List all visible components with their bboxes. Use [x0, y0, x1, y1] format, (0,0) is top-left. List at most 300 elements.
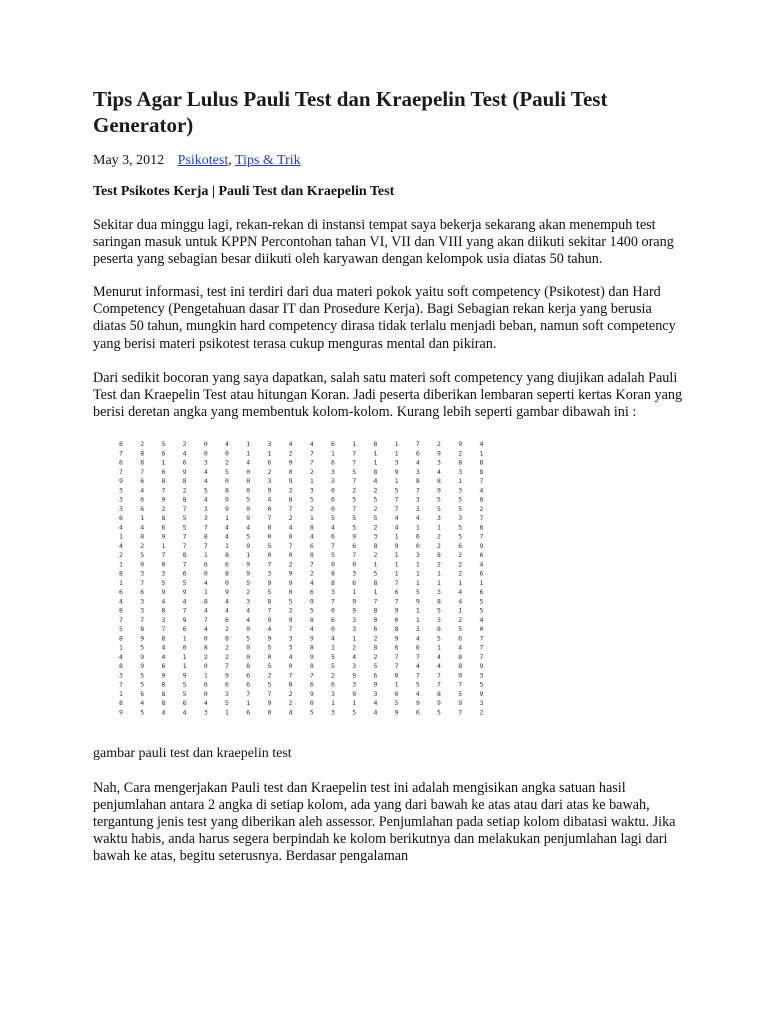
grid-digit: 4 — [373, 476, 378, 485]
grid-digit: 1 — [246, 698, 251, 707]
grid-digit: 1 — [415, 523, 420, 532]
grid-digit: 3 — [331, 708, 335, 717]
grid-digit: 4 — [161, 652, 166, 661]
grid-digit: 5 — [437, 708, 441, 717]
grid-digit: 0 — [246, 504, 251, 513]
paragraph-bocoran: Dari sedikit bocoran yang saya dapatkan, salah satu materi soft competency yang diujikan adalah Pauli Test dan Kraepelin Test atau hitungan Koran. Jadi peserta diberikan lembaran seperti kertas Koran yang berisi deretan angka yang membentuk kolom-kolom. Kurang lebih seperti gambar dibawah ini : — [93, 369, 683, 420]
grid-digit: 7 — [394, 661, 399, 670]
grid-digit: 0 — [267, 532, 272, 541]
grid-digit: 3 — [203, 504, 208, 513]
grid-digit: 2 — [182, 439, 187, 448]
grid-digit: 3 — [437, 458, 441, 467]
grid-digit: 6 — [415, 708, 420, 717]
grid-digit: 0 — [288, 467, 293, 476]
grid-digit: 8 — [288, 680, 293, 689]
grid-digit: 1 — [119, 560, 123, 569]
grid-digit: 3 — [119, 495, 123, 504]
grid-digit: 0 — [331, 486, 335, 495]
grid-digit: 0 — [352, 560, 357, 569]
grid-digit: 9 — [182, 467, 187, 476]
grid-digit: 5 — [352, 708, 357, 717]
grid-digit: 9 — [140, 652, 145, 661]
grid-digit: 0 — [267, 504, 272, 513]
grid-digit: 8 — [309, 550, 314, 559]
grid-digit: 5 — [352, 495, 357, 504]
grid-digit: 5 — [288, 597, 293, 606]
grid-digit: 6 — [161, 523, 166, 532]
grid-digit: 1 — [352, 634, 357, 643]
grid-digit: 3 — [437, 615, 441, 624]
grid-digit: 0 — [479, 624, 484, 633]
grid-digit: 9 — [437, 449, 441, 458]
grid-digit: 7 — [182, 606, 187, 615]
grid-digit: 8 — [225, 569, 229, 578]
grid-digit: 7 — [203, 541, 208, 550]
grid-digit: 5 — [161, 578, 166, 587]
grid-digit: 4 — [288, 708, 293, 717]
grid-digit: 0 — [246, 652, 251, 661]
grid-digit: 3 — [394, 458, 399, 467]
grid-digit: 5 — [331, 513, 335, 522]
grid-digit: 6 — [331, 615, 335, 624]
grid-digit: 5 — [394, 698, 399, 707]
grid-digit: 2 — [458, 569, 463, 578]
grid-digit: 4 — [161, 643, 166, 652]
grid-digit: 0 — [203, 449, 208, 458]
grid-digit: 3 — [437, 513, 441, 522]
grid-digit: 7 — [309, 671, 314, 680]
grid-digit: 2 — [288, 449, 293, 458]
grid-digit: 9 — [309, 634, 314, 643]
grid-digit: 1 — [415, 615, 420, 624]
grid-digit: 8 — [437, 476, 441, 485]
grid-digit: 0 — [267, 523, 272, 532]
grid-digit: 4 — [225, 523, 229, 532]
grid-digit: 8 — [119, 634, 123, 643]
grid-digit: 9 — [288, 476, 293, 485]
grid-digit: 5 — [309, 708, 314, 717]
grid-digit: 2 — [119, 550, 123, 559]
grid-digit: 4 — [203, 624, 208, 633]
grid-digit: 0 — [331, 560, 335, 569]
grid-digit: 8 — [140, 624, 145, 633]
grid-digit: 7 — [415, 652, 420, 661]
grid-digit: 5 — [182, 680, 187, 689]
grid-digit: 8 — [140, 532, 145, 541]
grid-digit: 3 — [373, 689, 378, 698]
article-title: Tips Agar Lulus Pauli Test dan Kraepelin Test (Pauli Test Generator) — [93, 87, 608, 137]
grid-digit: 1 — [309, 513, 314, 522]
grid-digit: 7 — [246, 689, 251, 698]
grid-digit: 4 — [161, 597, 166, 606]
grid-digit: 3 — [331, 587, 335, 596]
grid-digit: 8 — [182, 550, 187, 559]
grid-digit: 6 — [246, 680, 251, 689]
grid-digit: 9 — [437, 486, 441, 495]
grid-row — [119, 532, 483, 540]
grid-digit: 5 — [373, 569, 378, 578]
grid-digit: 4 — [288, 523, 293, 532]
grid-digit: 4 — [225, 606, 229, 615]
grid-digit: 7 — [140, 615, 145, 624]
grid-row — [119, 468, 483, 476]
grid-digit: 6 — [246, 671, 251, 680]
grid-digit: 8 — [479, 467, 484, 476]
grid-digit: 4 — [267, 495, 272, 504]
grid-digit: 1 — [373, 587, 378, 596]
grid-digit: 8 — [161, 513, 166, 522]
grid-digit: 3 — [267, 439, 272, 448]
grid-digit: 0 — [394, 615, 399, 624]
grid-digit: 9 — [182, 615, 187, 624]
grid-digit: 8 — [203, 532, 208, 541]
grid-digit: 3 — [267, 476, 272, 485]
grid-digit: 4 — [479, 615, 484, 624]
grid-digit: 4 — [309, 624, 314, 633]
grid-digit: 7 — [161, 550, 166, 559]
grid-digit: 7 — [479, 513, 484, 522]
grid-digit: 2 — [288, 689, 293, 698]
grid-digit: 9 — [140, 661, 145, 670]
grid-row — [119, 551, 483, 559]
grid-digit: 2 — [437, 439, 441, 448]
grid-digit: 0 — [140, 560, 145, 569]
grid-digit: 5 — [267, 541, 272, 550]
grid-digit: 5 — [458, 504, 463, 513]
grid-digit: 8 — [288, 495, 293, 504]
grid-digit: 5 — [437, 634, 441, 643]
grid-digit: 2 — [373, 486, 378, 495]
grid-digit: 6 — [373, 624, 378, 633]
grid-digit: 9 — [267, 486, 272, 495]
grid-digit: 4 — [415, 513, 420, 522]
grid-digit: 7 — [288, 504, 293, 513]
grid-digit: 1 — [352, 587, 357, 596]
grid-digit: 0 — [225, 449, 229, 458]
grid-digit: 5 — [415, 680, 420, 689]
grid-digit: 2 — [458, 615, 463, 624]
grid-digit: 4 — [246, 458, 251, 467]
grid-digit: 8 — [119, 606, 123, 615]
grid-digit: 7 — [352, 504, 357, 513]
grid-digit: 4 — [437, 652, 441, 661]
grid-digit: 7 — [203, 615, 208, 624]
grid-row — [119, 588, 483, 596]
grid-digit: 7 — [479, 652, 484, 661]
category-link-psikotest[interactable]: Psikotest — [177, 153, 229, 168]
grid-digit: 1 — [119, 578, 123, 587]
grid-row — [119, 680, 483, 688]
grid-digit: 1 — [331, 449, 335, 458]
grid-digit: 5 — [267, 643, 272, 652]
grid-row — [119, 523, 483, 531]
grid-digit: 8 — [373, 606, 378, 615]
grid-digit: 0 — [203, 689, 208, 698]
grid-digit: 4 — [225, 532, 229, 541]
grid-digit: 5 — [225, 698, 229, 707]
grid-digit: 3 — [119, 504, 123, 513]
grid-digit: 5 — [437, 495, 441, 504]
grid-digit: 5 — [479, 597, 484, 606]
grid-digit: 2 — [373, 523, 378, 532]
grid-digit: 3 — [140, 597, 145, 606]
grid-digit: 6 — [479, 569, 484, 578]
grid-digit: 6 — [309, 680, 314, 689]
grid-digit: 6 — [182, 624, 187, 633]
grid-digit: 9 — [479, 661, 484, 670]
grid-digit: 7 — [479, 476, 484, 485]
grid-digit: 4 — [182, 597, 187, 606]
grid-digit: 7 — [479, 532, 484, 541]
grid-digit: 1 — [225, 708, 229, 717]
grid-digit: 9 — [479, 541, 484, 550]
grid-row — [119, 542, 483, 550]
grid-digit: 0 — [225, 476, 229, 485]
article-subheading: Test Psikotes Kerja | Pauli Test dan Kraepelin Test — [93, 184, 395, 199]
grid-digit: 9 — [246, 541, 251, 550]
grid-row — [119, 671, 483, 679]
grid-digit: 9 — [182, 587, 187, 596]
grid-digit: 0 — [288, 587, 293, 596]
grid-digit: 3 — [225, 689, 229, 698]
grid-row — [119, 505, 483, 513]
grid-digit: 4 — [373, 698, 378, 707]
grid-digit: 3 — [458, 486, 463, 495]
grid-row — [119, 662, 483, 670]
grid-digit: 4 — [140, 523, 145, 532]
grid-digit: 4 — [288, 439, 293, 448]
grid-digit: 4 — [140, 698, 145, 707]
grid-digit: 2 — [373, 652, 378, 661]
grid-digit: 4 — [246, 523, 251, 532]
grid-digit: 6 — [331, 495, 335, 504]
grid-digit: 3 — [479, 671, 484, 680]
grid-digit: 2 — [267, 467, 272, 476]
grid-digit: 1 — [437, 523, 441, 532]
pauli-number-grid — [113, 438, 513, 724]
grid-digit: 6 — [119, 587, 123, 596]
grid-digit: 7 — [182, 541, 187, 550]
grid-digit: 4 — [267, 624, 272, 633]
grid-digit: 5 — [415, 587, 420, 596]
grid-digit: 4 — [203, 467, 208, 476]
grid-digit: 5 — [246, 495, 251, 504]
grid-digit: 1 — [394, 680, 399, 689]
grid-digit: 8 — [140, 449, 145, 458]
grid-digit: 6 — [161, 467, 166, 476]
article — [93, 86, 683, 865]
grid-digit: 6 — [161, 449, 166, 458]
grid-digit: 4 — [458, 597, 463, 606]
grid-digit: 6 — [140, 504, 145, 513]
grid-digit: 0 — [331, 606, 335, 615]
grid-digit: 5 — [458, 624, 463, 633]
paragraph-cara-mengerjakan: Nah, Cara mengerjakan Pauli test dan Kraepelin test ini adalah mengisikan angka satuan hasil penjumlahan antara 2 angka di setiap kolom, ada yang dari bawah ke atas atau dari atas ke bawah, tergantung jenis test yang diberikan aleh assessor. Penjumlahan pada setiap kolom dibatasi waktu. Jika waktu habis, anda harus segera berpindah ke kolom berikutnya dan melakukan penjumlahan lagi dari bawah ke atas, begitu seterusnya. Berdasar pengalaman — [93, 779, 676, 865]
grid-digit: 6 — [140, 495, 145, 504]
grid-digit: 5 — [373, 513, 378, 522]
grid-digit: 9 — [479, 689, 484, 698]
grid-digit: 1 — [479, 578, 484, 587]
grid-digit: 9 — [246, 513, 251, 522]
grid-digit: 3 — [415, 550, 420, 559]
grid-digit: 8 — [479, 458, 484, 467]
grid-digit: 2 — [373, 634, 378, 643]
grid-digit: 7 — [331, 597, 335, 606]
grid-digit: 8 — [182, 476, 187, 485]
grid-digit: 8 — [161, 680, 166, 689]
grid-digit: 1 — [331, 698, 335, 707]
grid-digit: 5 — [140, 671, 145, 680]
grid-digit: 6 — [140, 587, 145, 596]
grid-row — [119, 643, 483, 651]
grid-digit: 0 — [225, 578, 229, 587]
grid-digit: 8 — [182, 495, 187, 504]
paragraph-intro: Sekitar dua minggu lagi, rekan-rekan di instansi tempat saya bekerja sekarang akan menempuh test saringan masuk untuk KPPN Percontohan tahan VI, VII dan VIII yang akan diikuti sekitar 1400 orang peserta yang sebagian besar diikuti oleh karyawan dengan kelompok usia diatas 50 tahun. — [93, 217, 674, 268]
grid-digit: 0 — [246, 624, 251, 633]
grid-digit: 8 — [331, 569, 335, 578]
grid-digit: 3 — [331, 476, 335, 485]
grid-digit: 5 — [267, 587, 272, 596]
grid-digit: 6 — [394, 587, 399, 596]
grid-digit: 8 — [437, 624, 441, 633]
grid-digit: 0 — [415, 541, 420, 550]
grid-digit: 4 — [479, 486, 484, 495]
grid-digit: 7 — [352, 458, 357, 467]
grid-digit: 6 — [352, 541, 357, 550]
grid-digit: 9 — [373, 680, 378, 689]
grid-digit: 8 — [309, 661, 314, 670]
grid-digit: 4 — [309, 439, 314, 448]
grid-digit: 0 — [331, 504, 335, 513]
grid-digit: 5 — [161, 439, 166, 448]
grid-digit: 4 — [331, 634, 335, 643]
grid-digit: 4 — [415, 661, 420, 670]
grid-digit: 0 — [246, 643, 251, 652]
grid-digit: 7 — [415, 486, 420, 495]
grid-row — [119, 569, 483, 577]
grid-digit: 1 — [394, 476, 399, 485]
grid-digit: 8 — [479, 495, 484, 504]
grid-digit: 2 — [479, 708, 484, 717]
grid-digit: 8 — [161, 606, 166, 615]
grid-digit: 6 — [225, 680, 229, 689]
grid-digit: 4 — [203, 698, 208, 707]
grid-digit: 2 — [267, 671, 272, 680]
grid-digit: 0 — [458, 671, 463, 680]
grid-digit: 8 — [309, 615, 314, 624]
category-link-tips-trik[interactable]: Tips & Trik — [235, 153, 301, 168]
grid-digit: 0 — [288, 550, 293, 559]
grid-row — [119, 514, 483, 522]
grid-digit: 7 — [203, 523, 208, 532]
grid-digit: 9 — [458, 698, 463, 707]
grid-digit: 6 — [161, 661, 166, 670]
grid-row — [119, 653, 483, 661]
grid-digit: 7 — [352, 550, 357, 559]
grid-digit: 9 — [267, 698, 272, 707]
grid-digit: 0 — [182, 643, 187, 652]
grid-digit: 1 — [203, 671, 208, 680]
grid-digit: 3 — [119, 486, 123, 495]
grid-digit: 9 — [288, 569, 293, 578]
grid-digit: 1 — [437, 569, 441, 578]
grid-digit: 2 — [225, 643, 229, 652]
grid-digit: 2 — [437, 532, 441, 541]
grid-digit: 4 — [331, 523, 335, 532]
grid-digit: 7 — [288, 671, 293, 680]
grid-digit: 0 — [161, 560, 166, 569]
grid-digit: 2 — [309, 467, 314, 476]
grid-digit: 9 — [182, 671, 187, 680]
grid-digit: 6 — [458, 541, 463, 550]
grid-digit: 5 — [309, 606, 314, 615]
grid-digit: 4 — [458, 643, 463, 652]
grid-digit: 7 — [119, 680, 123, 689]
grid-digit: 1 — [267, 449, 272, 458]
grid-digit: 4 — [203, 495, 208, 504]
grid-digit: 1 — [352, 439, 357, 448]
grid-digit: 1 — [309, 476, 314, 485]
grid-digit: 5 — [458, 689, 463, 698]
grid-digit: 6 — [309, 541, 314, 550]
grid-digit: 3 — [140, 569, 145, 578]
grid-digit: 4 — [415, 634, 420, 643]
grid-digit: 8 — [140, 458, 145, 467]
grid-digit: 5 — [458, 532, 463, 541]
grid-digit: 1 — [394, 449, 399, 458]
grid-digit: 1 — [225, 541, 229, 550]
grid-digit: 2 — [140, 439, 145, 448]
grid-digit: 5 — [309, 495, 314, 504]
grid-row — [119, 597, 483, 605]
grid-digit: 9 — [309, 597, 314, 606]
grid-row — [119, 440, 483, 448]
grid-row — [119, 625, 483, 633]
grid-digit: 1 — [246, 449, 251, 458]
grid-row — [119, 495, 483, 503]
grid-digit: 4 — [479, 560, 484, 569]
grid-digit: 7 — [394, 652, 399, 661]
grid-digit: 2 — [288, 698, 293, 707]
grid-digit: 6 — [203, 560, 208, 569]
grid-digit: 1 — [373, 449, 378, 458]
grid-digit: 8 — [458, 661, 463, 670]
grid-digit: 2 — [437, 541, 441, 550]
grid-digit: 6 — [182, 698, 187, 707]
grid-digit: 2 — [352, 643, 357, 652]
grid-digit: 5 — [182, 513, 187, 522]
grid-digit: 6 — [309, 587, 314, 596]
grid-digit: 6 — [182, 458, 187, 467]
grid-digit: 5 — [479, 606, 484, 615]
grid-digit: 7 — [119, 467, 123, 476]
grid-digit: 8 — [267, 597, 272, 606]
grid-digit: 8 — [161, 634, 166, 643]
grid-digit: 1 — [182, 661, 187, 670]
grid-digit: 0 — [331, 624, 335, 633]
grid-digit: 9 — [352, 689, 357, 698]
grid-digit: 9 — [119, 708, 123, 717]
grid-digit: 6 — [331, 532, 335, 541]
grid-digit: 3 — [203, 708, 208, 717]
grid-digit: 1 — [479, 449, 484, 458]
grid-digit: 6 — [225, 560, 229, 569]
grid-digit: 5 — [140, 680, 145, 689]
grid-digit: 1 — [394, 550, 399, 559]
grid-digit: 3 — [458, 467, 463, 476]
grid-digit: 3 — [352, 661, 357, 670]
grid-digit: 8 — [437, 689, 441, 698]
